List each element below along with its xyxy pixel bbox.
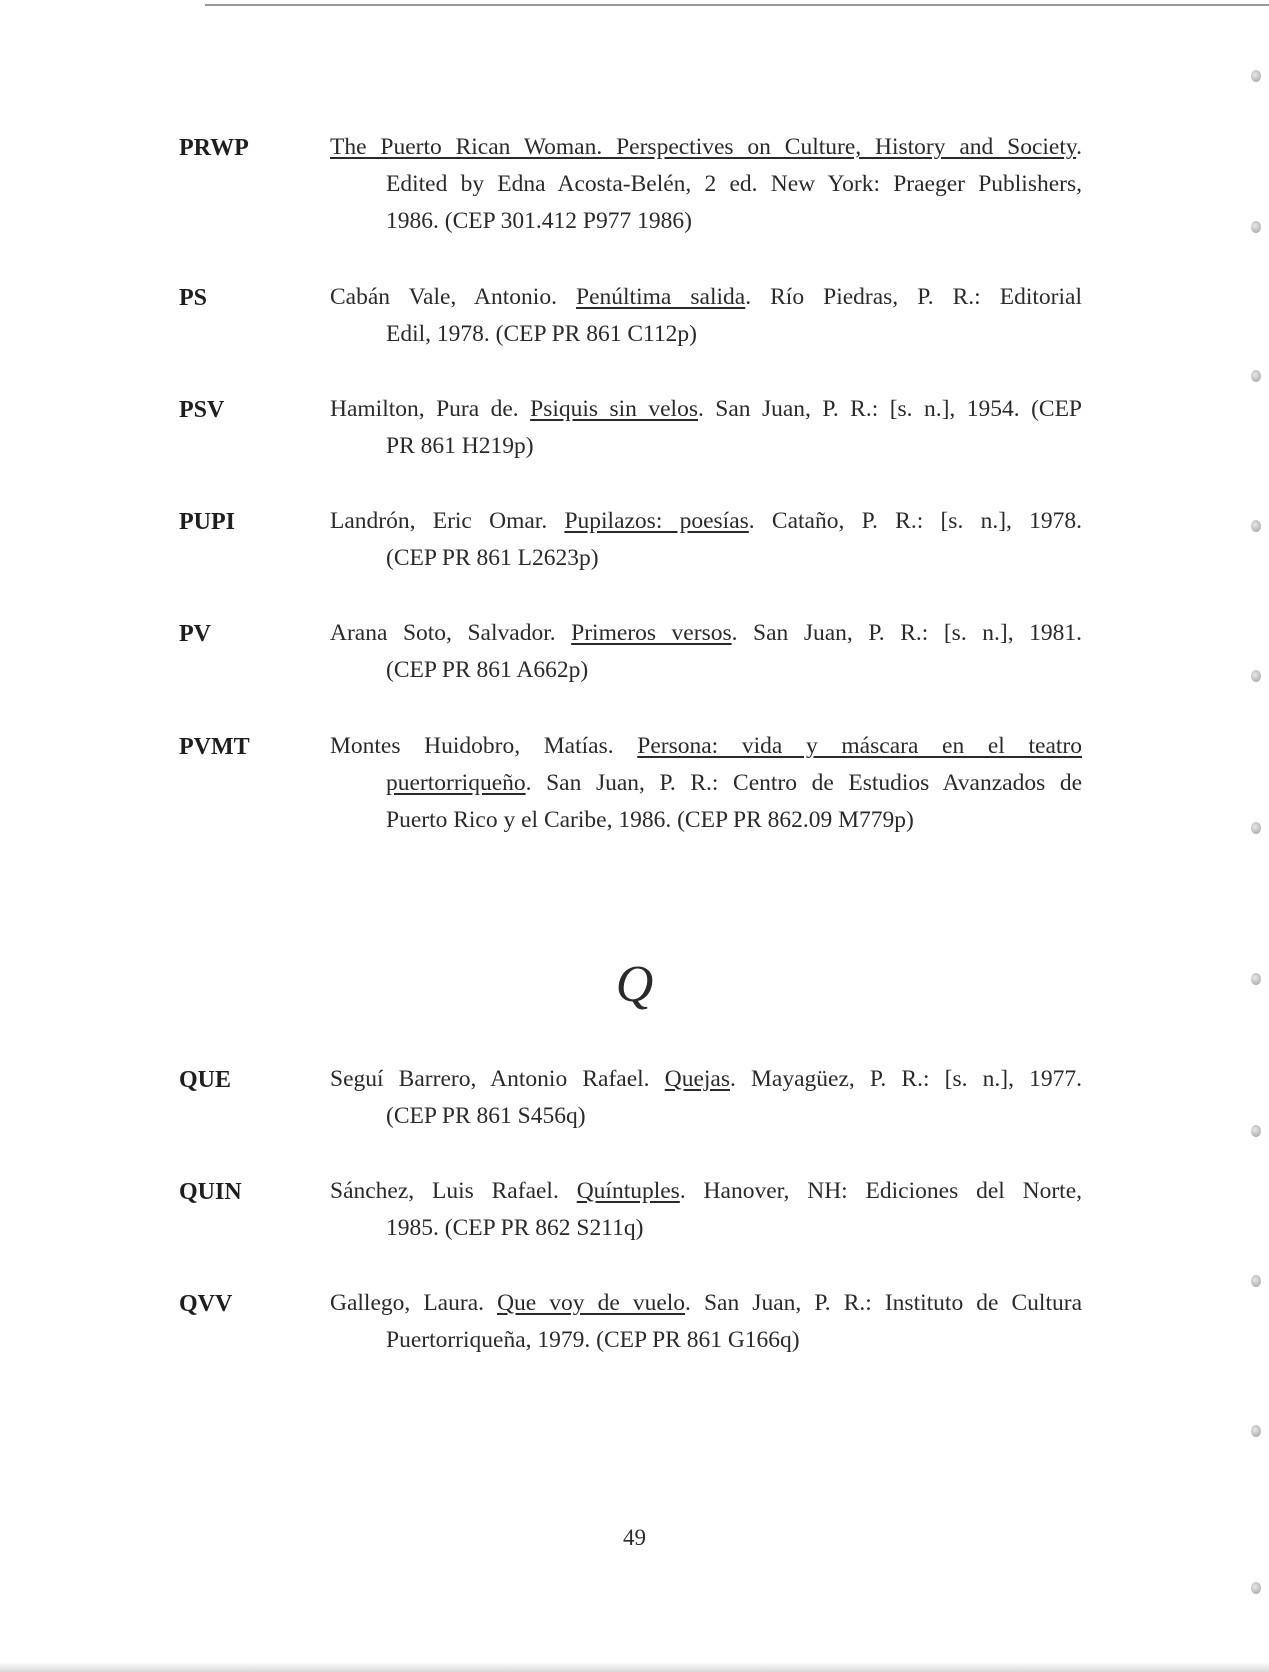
entry-abbreviation: PSV — [179, 397, 225, 423]
work-title: The Puerto Rican Woman. Perspectives on Culture, History and Society — [330, 134, 1077, 160]
citation-text: . Cataño, P. R.: [s. n.], 1978. — [748, 508, 1083, 534]
entry-citation — [330, 1061, 1082, 1135]
citation-text: . Mayagüez, P. R.: [s. n.], 1977. — [729, 1066, 1082, 1092]
entry-abbreviation: QVV — [179, 1291, 233, 1317]
entry-abbreviation: PVMT — [179, 734, 250, 760]
entry-citation — [330, 1173, 1082, 1247]
page-number: 49 — [623, 1525, 646, 1550]
citation-line — [330, 391, 1082, 428]
citation-line — [330, 1173, 1082, 1210]
entry-citation — [330, 1285, 1082, 1359]
citation-line — [330, 428, 1082, 465]
citation-text: Edil, 1978. (CEP PR 861 C112p) — [386, 321, 697, 347]
citation-text: Montes Huidobro, Matías. — [330, 733, 638, 759]
binder-hole — [1251, 822, 1261, 834]
citation-text: Seguí Barrero, Antonio Rafael. — [330, 1066, 665, 1092]
binder-hole — [1251, 221, 1261, 233]
citation-line — [330, 129, 1082, 166]
citation-line — [330, 1210, 1082, 1247]
citation-line — [330, 203, 1082, 240]
page-bottom-edge — [0, 1662, 1269, 1672]
citation-text: Gallego, Laura. — [330, 1290, 498, 1316]
citation-line — [330, 765, 1082, 802]
entry-abbreviation: QUIN — [179, 1179, 242, 1205]
citation-text: (CEP PR 861 L2623p) — [386, 545, 599, 571]
citation-text: 1985. (CEP PR 862 S211q) — [386, 1215, 644, 1241]
section-letter: Q — [615, 956, 654, 1013]
citation-text: . San Juan, P. R.: Instituto de Cultura — [685, 1290, 1082, 1316]
entry-abbreviation: QUE — [179, 1067, 232, 1093]
citation-text: Puertorriqueña, 1979. (CEP PR 861 G166q) — [386, 1327, 800, 1353]
citation-text: Arana Soto, Salvador. — [330, 620, 572, 646]
citation-line — [330, 1322, 1082, 1359]
entry-citation — [330, 391, 1082, 465]
entry-abbreviation: PS — [179, 285, 208, 311]
citation-line — [330, 503, 1082, 540]
entry-citation — [330, 615, 1082, 689]
work-title: Que voy de vuelo — [497, 1290, 686, 1316]
citation-line — [330, 1285, 1082, 1322]
binder-hole — [1251, 1582, 1261, 1594]
citation-text: . San Juan, P. R.: [s. n.], 1954. (CEP — [697, 396, 1083, 422]
citation-line — [330, 615, 1082, 652]
work-title: Primeros versos — [571, 620, 732, 646]
entry-citation — [330, 728, 1082, 839]
entry-citation — [330, 503, 1082, 577]
citation-line — [330, 1061, 1082, 1098]
citation-line — [330, 316, 1082, 353]
binder-hole — [1251, 370, 1261, 382]
citation-text: 1986. (CEP 301.412 P977 1986) — [386, 208, 692, 234]
citation-text: Hamilton, Pura de. — [330, 396, 531, 422]
citation-text: Cabán Vale, Antonio. — [330, 284, 577, 310]
citation-line — [330, 166, 1082, 203]
top-rule — [205, 4, 1269, 6]
citation-line — [330, 802, 1082, 839]
work-title: Penúltima salida — [576, 284, 746, 310]
entry-citation — [330, 129, 1082, 240]
citation-text: Edited by Edna Acosta-Belén, 2 ed. New York: Praeger Publishers, — [386, 171, 1082, 197]
work-title: puertorriqueño — [386, 770, 526, 796]
citation-text: . Hanover, NH: Ediciones del Norte, — [679, 1178, 1083, 1204]
citation-text: . Río Piedras, P. R.: Editorial — [745, 284, 1082, 310]
binder-hole — [1251, 1125, 1261, 1137]
entry-citation — [330, 279, 1082, 353]
citation-text: (CEP PR 861 S456q) — [386, 1103, 586, 1129]
binder-hole — [1251, 70, 1261, 82]
work-title: Quejas — [664, 1066, 730, 1092]
citation-line — [330, 540, 1082, 577]
citation-line — [330, 1098, 1082, 1135]
citation-text: Landrón, Eric Omar. — [330, 508, 565, 534]
citation-text: (CEP PR 861 A662p) — [386, 657, 589, 683]
entry-abbreviation: PRWP — [179, 135, 249, 161]
citation-line — [330, 279, 1082, 316]
citation-line — [330, 728, 1082, 765]
work-title: Quíntuples — [576, 1178, 680, 1204]
binder-hole — [1251, 1425, 1261, 1437]
work-title: Pupilazos: poesías — [564, 508, 749, 534]
work-title: Persona: vida y máscara en el teatro — [637, 733, 1082, 759]
binder-hole — [1251, 1275, 1261, 1287]
citation-text: Sánchez, Luis Rafael. — [330, 1178, 577, 1204]
binder-hole — [1251, 973, 1261, 985]
citation-line — [330, 652, 1082, 689]
binder-hole — [1251, 520, 1261, 532]
work-title: Psiquis sin velos — [530, 396, 698, 422]
binder-hole — [1251, 670, 1261, 682]
citation-text: Puerto Rico y el Caribe, 1986. (CEP PR 862.09 M779p) — [386, 807, 914, 833]
entry-abbreviation: PUPI — [179, 509, 235, 535]
citation-text: PR 861 H219p) — [386, 433, 534, 459]
citation-text: . San Juan, P. R.: [s. n.], 1981. — [731, 620, 1082, 646]
citation-text: . — [1076, 134, 1082, 160]
entry-abbreviation: PV — [179, 621, 211, 647]
citation-text: . San Juan, P. R.: Centro de Estudios Avanzados de — [525, 770, 1082, 796]
